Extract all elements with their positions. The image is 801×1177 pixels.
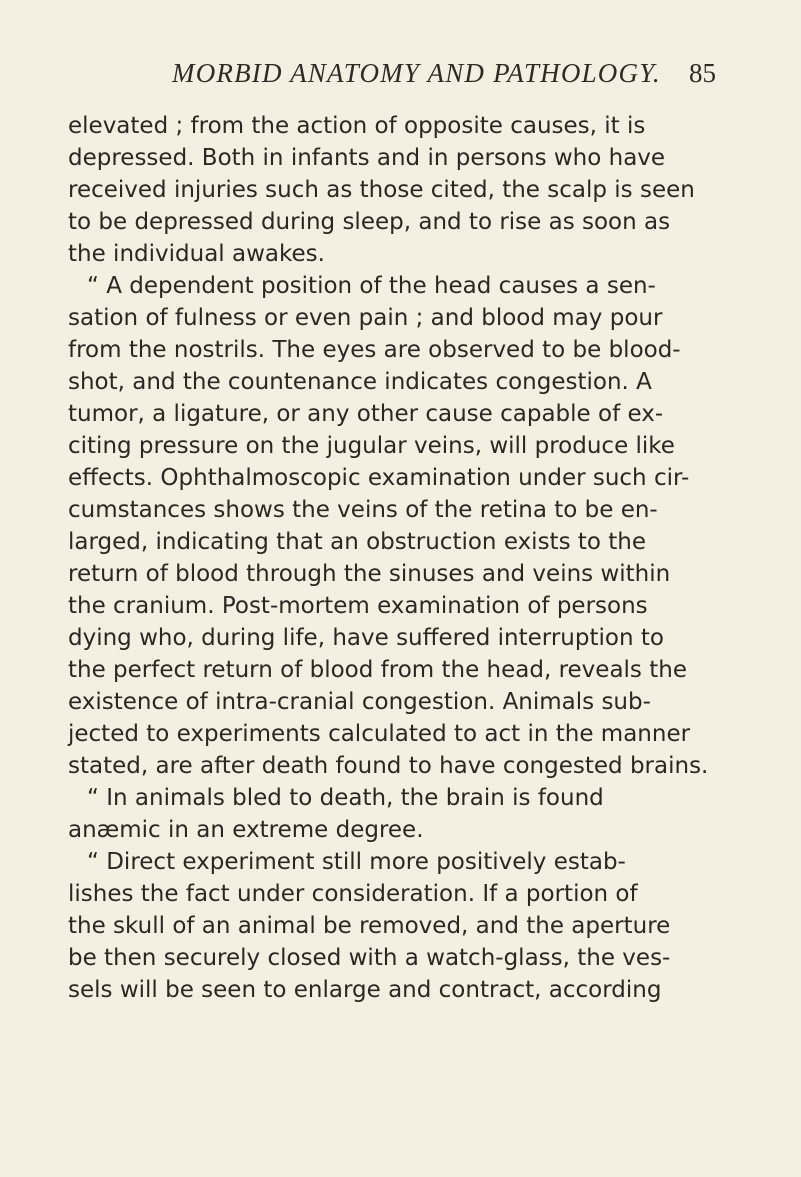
text-line: the individual awakes. — [68, 241, 325, 267]
text-line: the cranium. Post-mortem examination of persons — [68, 593, 648, 619]
text-line: lishes the fact under consideration. If a portion of — [68, 881, 638, 907]
text-line: be then securely closed with a watch-glass, the ves- — [68, 945, 671, 971]
text-line: the skull of an animal be removed, and the aperture — [68, 913, 671, 939]
text-line: stated, are after death found to have congested brains. — [68, 753, 709, 779]
text-line: jected to experiments calculated to act in the manner — [68, 721, 691, 747]
text-line: return of blood through the sinuses and veins within — [68, 561, 671, 587]
paragraph-start-line: “ In animals bled to death, the brain is found — [87, 785, 604, 811]
text-line: existence of intra-cranial congestion. Animals sub- — [68, 689, 651, 715]
text-line: received injuries such as those cited, the scalp is seen — [68, 177, 695, 203]
text-line: effects. Ophthalmoscopic examination under such cir- — [68, 465, 690, 491]
running-title: MORBID ANATOMY AND PATHOLOGY. — [172, 58, 661, 88]
text-line: to be depressed during sleep, and to rise as soon as — [68, 209, 671, 235]
text-line: elevated ; from the action of opposite causes, it is — [68, 113, 646, 139]
text-line: sels will be seen to enlarge and contract, according — [68, 977, 662, 1003]
text-line: the perfect return of blood from the head, reveals the — [68, 657, 687, 683]
text-line: from the nostrils. The eyes are observed to be blood- — [68, 337, 681, 363]
text-line: shot, and the countenance indicates congestion. A — [68, 369, 652, 395]
body-text — [68, 110, 712, 1006]
text-line: larged, indicating that an obstruction exists to the — [68, 529, 647, 555]
text-line: citing pressure on the jugular veins, will produce like — [68, 433, 675, 459]
text-line: anæmic in an extreme degree. — [68, 817, 424, 843]
paragraph-start-line: “ A dependent position of the head causes a sen- — [87, 273, 656, 299]
text-line: cumstances shows the veins of the retina to be en- — [68, 497, 658, 523]
running-header — [170, 58, 716, 98]
paragraph-start-line: “ Direct experiment still more positively estab- — [87, 849, 626, 875]
text-line: tumor, a ligature, or any other cause capable of ex- — [68, 401, 664, 427]
page-number: 85 — [689, 58, 716, 88]
text-line: sation of fulness or even pain ; and blood may pour — [68, 305, 663, 331]
text-line: depressed. Both in infants and in persons who have — [68, 145, 666, 171]
text-line: dying who, during life, have suffered interruption to — [68, 625, 664, 651]
